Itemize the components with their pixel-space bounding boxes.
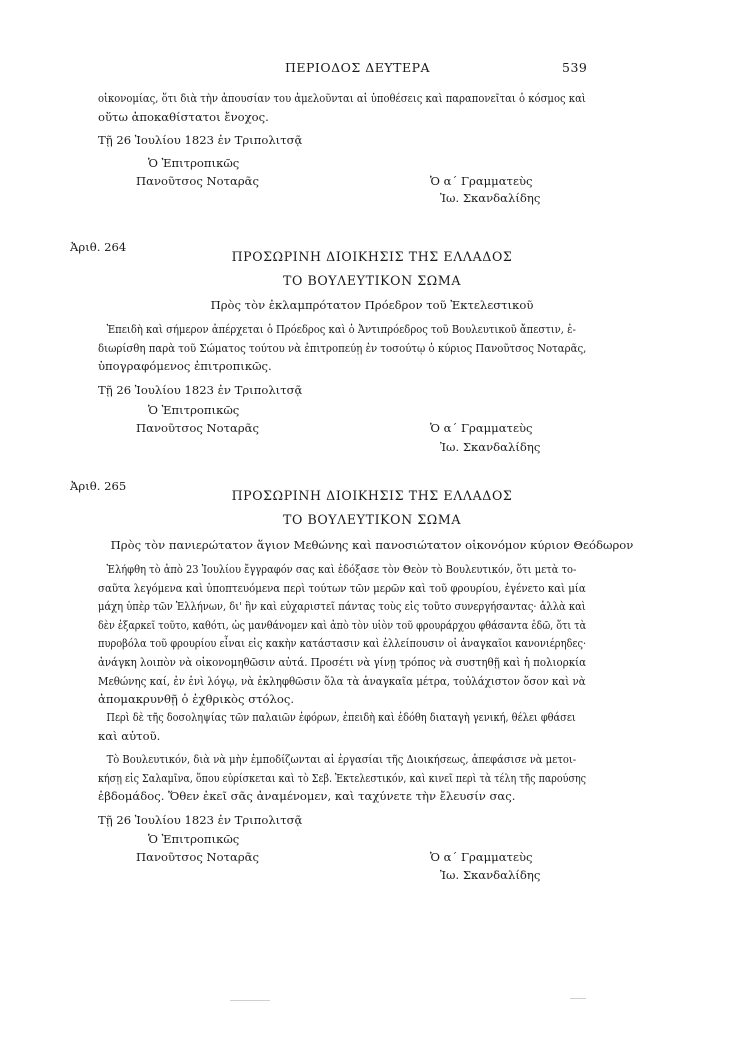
text-line: ὑπογραφόμενος ἐπιτροπικῶς.: [98, 359, 272, 374]
document-paragraph: [98, 560, 586, 709]
signatory-right-role: Ὁ α΄ Γραμματεὺς: [430, 174, 533, 188]
document-subtitle: ΤΟ ΒΟΥΛΕΥΤΙΚΟΝ ΣΩΜΑ: [282, 512, 462, 527]
signatory-left-name: Πανοῦτσος Νοταρᾶς: [136, 174, 260, 188]
scan-artifact: [230, 1000, 270, 1001]
text-line: διωρίσθη παρὰ τοῦ Σώματος τούτου νὰ ἐπιτροπεύῃ ἐν τοσούτῳ ὁ κύριος Πανοῦτσος Νοταρᾶς,: [98, 340, 587, 355]
document-number: Ἀριθ. 265: [70, 479, 127, 493]
text-line: οἰκονομίας, ὅτι διὰ τὴν ἀπουσίαν του ἀμελοῦνται αἱ ὑποθέσεις καὶ παραπονεῖται ὁ κόσμος καὶ: [98, 91, 586, 105]
signatory-right-role: Ὁ α΄ Γραμματεὺς: [430, 850, 533, 864]
text-line: ἀνάγκη λοιπὸν νὰ οἰκονομηθῶσιν αὐτά. Προσέτι νὰ γίνῃ τρόπος νὰ συστηθῇ καὶ ἡ πολιορκία: [98, 654, 587, 669]
text-line: Περὶ δὲ τῆς δοσοληψίας τῶν παλαιῶν ἐφόρων, ἐπειδὴ καὶ ἐδόθη διαταγὴ γενική, θέλει φθάσει: [106, 710, 576, 724]
text-line: δὲν ἐξαρκεῖ τοῦτο, καθότι, ὡς μανθάνομεν καὶ ἀπὸ τὸν υἱὸν τοῦ φρουράρχου φθάσαντα ἐδῶ, ὅτι τὰ: [98, 617, 587, 632]
text-line: πυροβόλα τοῦ φρουρίου εἶναι εἰς κακὴν κατάστασιν καὶ ἐλλείπουσιν οἱ ἀναγκαῖοι κανονιέρηδες·: [98, 636, 587, 651]
text-line: σαῦτα λεγόμενα καὶ ὑποπτευόμενα περὶ τούτων τῶν μερῶν καὶ τοῦ φρουρίου, ἐγένετο καὶ μία: [98, 580, 586, 595]
text-line: Ἐλήφθη τὸ ἀπὸ 23 Ἰουλίου ἔγγραφόν σας καὶ ἐδόξασε τὸν Θεὸν τὸ Βουλευτικόν, ὅτι μετὰ το-: [106, 562, 577, 576]
text-line: ἑβδομάδος. Ὅθεν ἐκεῖ σᾶς ἀναμένομεν, καὶ ταχύνετε τὴν ἔλευσίν σας.: [98, 789, 516, 804]
text-line: κήσῃ εἰς Σαλαμῖνα, ὅπου εὑρίσκεται καὶ τὸ Σεβ. Ἐκτελεστικόν, καὶ κινεῖ περὶ τὰ τέλη τῆς παρούσης: [98, 770, 587, 785]
document-subtitle: ΤΟ ΒΟΥΛΕΥΤΙΚΟΝ ΣΩΜΑ: [282, 273, 462, 288]
document-title: ΠΡΟΣΩΡΙΝΗ ΔΙΟΙΚΗΣΙΣ ΤΗΣ ΕΛΛΑΔΟΣ: [231, 249, 513, 264]
document-title: ΠΡΟΣΩΡΙΝΗ ΔΙΟΙΚΗΣΙΣ ΤΗΣ ΕΛΛΑΔΟΣ: [231, 488, 513, 503]
signatory-right-name: Ἰω. Σκανδαλίδης: [440, 191, 541, 205]
date-line: Τῇ 26 Ἰουλίου 1823 ἐν Τριπολιτσᾷ: [98, 383, 303, 397]
signatory-right-name: Ἰω. Σκανδαλίδης: [440, 868, 541, 882]
document-number: Ἀριθ. 264: [70, 240, 127, 254]
text-line: μάχη ὑπὲρ τῶν Ἑλλήνων, δι' ἣν καὶ εὐχαριστεῖ πάντας τοὺς εἰς τοῦτο συνεργήσαντας· ἀλλὰ καὶ: [98, 599, 586, 614]
text-line: οὕτω ἀποκαθίστατοι ἔνοχος.: [98, 109, 269, 124]
text-line: ἀπομακρυνθῇ ὁ ἐχθρικὸς στόλος.: [98, 692, 295, 707]
addressee: Πρὸς τὸν ἐκλαμπρότατον Πρόεδρον τοῦ Ἐκτελεστικοῦ: [210, 298, 534, 312]
text-line: Τὸ Βουλευτικόν, διὰ νὰ μὴν ἐμποδίζωνται αἱ ἐργασίαι τῆς Διοικήσεως, ἀπεφάσισε νὰ μετοι-: [106, 752, 577, 766]
signatory-left-name: Πανοῦτσος Νοταρᾶς: [136, 421, 260, 435]
scan-artifact: [570, 998, 586, 999]
addressee: Πρὸς τὸν πανιερώτατον ἅγιον Μεθώνης καὶ πανοσιώτατον οἰκονόμον κύριον Θεόδωρον: [110, 538, 634, 552]
date-line: Τῇ 26 Ἰουλίου 1823 ἐν Τριπολιτσᾷ: [98, 813, 303, 827]
signatory-left-role: Ὁ Ἐπιτροπικῶς: [148, 156, 240, 170]
running-title: ΠΕΡΙΟΔΟΣ ΔΕΥΤΕΡΑ: [285, 60, 431, 75]
signatory-left-name: Πανοῦτσος Νοταρᾶς: [136, 850, 260, 864]
document-paragraph: [98, 750, 586, 806]
date-line: Τῇ 26 Ἰουλίου 1823 ἐν Τριπολιτσᾷ: [98, 133, 303, 147]
text-line: Ἐπειδὴ καὶ σήμερον ἀπέρχεται ὁ Πρόεδρος καὶ ὁ Ἀντιπρόεδρος τοῦ Βουλευτικοῦ ἄπεστιν, ἐ-: [106, 322, 576, 336]
text-line: καὶ αὐτοῦ.: [98, 728, 161, 743]
document-paragraph: [98, 708, 586, 745]
continuation-paragraph: [98, 89, 586, 126]
document-paragraph: [98, 320, 586, 376]
signatory-left-role: Ὁ Ἐπιτροπικῶς: [148, 403, 240, 417]
page-number: 539: [562, 60, 588, 75]
text-line: Μεθώνης καί, ἐν ἑνὶ λόγῳ, νὰ ἐκληφθῶσιν ὅλα τὰ ἀναγκαῖα μέτρα, τοὐλάχιστον ὅσον καὶ νὰ: [98, 673, 586, 688]
signatory-right-role: Ὁ α΄ Γραμματεὺς: [430, 421, 533, 435]
signatory-right-name: Ἰω. Σκανδαλίδης: [440, 440, 541, 454]
signatory-left-role: Ὁ Ἐπιτροπικῶς: [148, 832, 240, 846]
